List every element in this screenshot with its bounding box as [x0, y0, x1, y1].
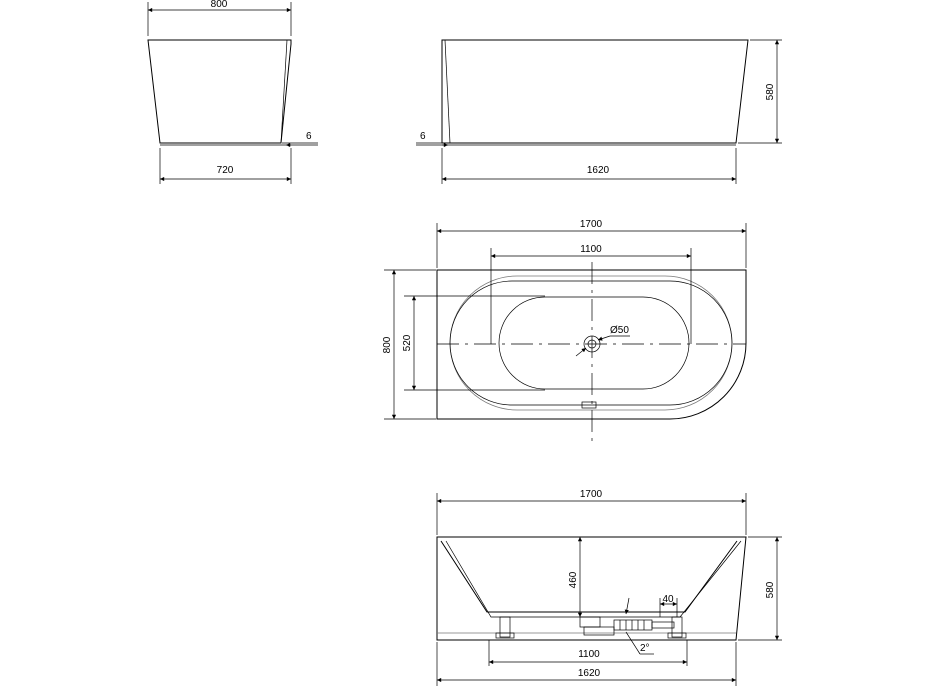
side-view-outline	[148, 40, 291, 143]
dim-plan-inner-width: 520	[402, 334, 413, 352]
dim-section-depth: 460	[568, 571, 579, 589]
plan-view	[382, 219, 746, 442]
dim-slope-angle: 2°	[640, 643, 650, 654]
dim-overflow-offset: 40	[662, 594, 674, 605]
dim-side-bottom-width: 720	[216, 165, 234, 176]
foot-right-icon	[672, 617, 682, 637]
plan-basin-bottom	[499, 297, 689, 389]
section-view	[437, 489, 782, 686]
dim-plan-width: 800	[382, 336, 393, 354]
dim-front-length: 1620	[586, 165, 610, 176]
dim-side-top-width: 800	[210, 0, 228, 10]
drain-body-icon	[580, 617, 600, 627]
dim-plan-inner-length: 1100	[580, 244, 602, 255]
dim-feet-spacing: 1100	[578, 649, 600, 660]
dim-front-height: 580	[765, 83, 776, 101]
side-view	[148, 0, 318, 184]
dim-side-thickness: 6	[306, 131, 312, 142]
drain-leader-line	[598, 336, 610, 340]
dim-section-length: 1700	[579, 489, 603, 500]
front-view-outline	[442, 40, 748, 143]
dim-section-base-length: 1620	[577, 668, 601, 679]
foot-left-icon	[500, 617, 510, 637]
section-view-outline	[437, 537, 746, 640]
drain-leader-line	[576, 348, 586, 356]
front-view-inner-wall	[445, 40, 450, 143]
dim-plan-length: 1700	[579, 219, 603, 230]
overflow-pipe-icon	[652, 622, 674, 628]
dim-drain-diameter: Ø50	[610, 325, 629, 336]
plan-view-outline	[437, 270, 746, 419]
section-inner-shell-offset	[446, 541, 741, 617]
dim-front-thickness: 6	[420, 131, 426, 142]
drain-trap-icon	[584, 627, 614, 635]
dim-section-height: 580	[765, 581, 776, 599]
angle-leader-line	[626, 632, 640, 654]
front-view	[416, 40, 782, 184]
plan-rim-line	[450, 281, 732, 405]
